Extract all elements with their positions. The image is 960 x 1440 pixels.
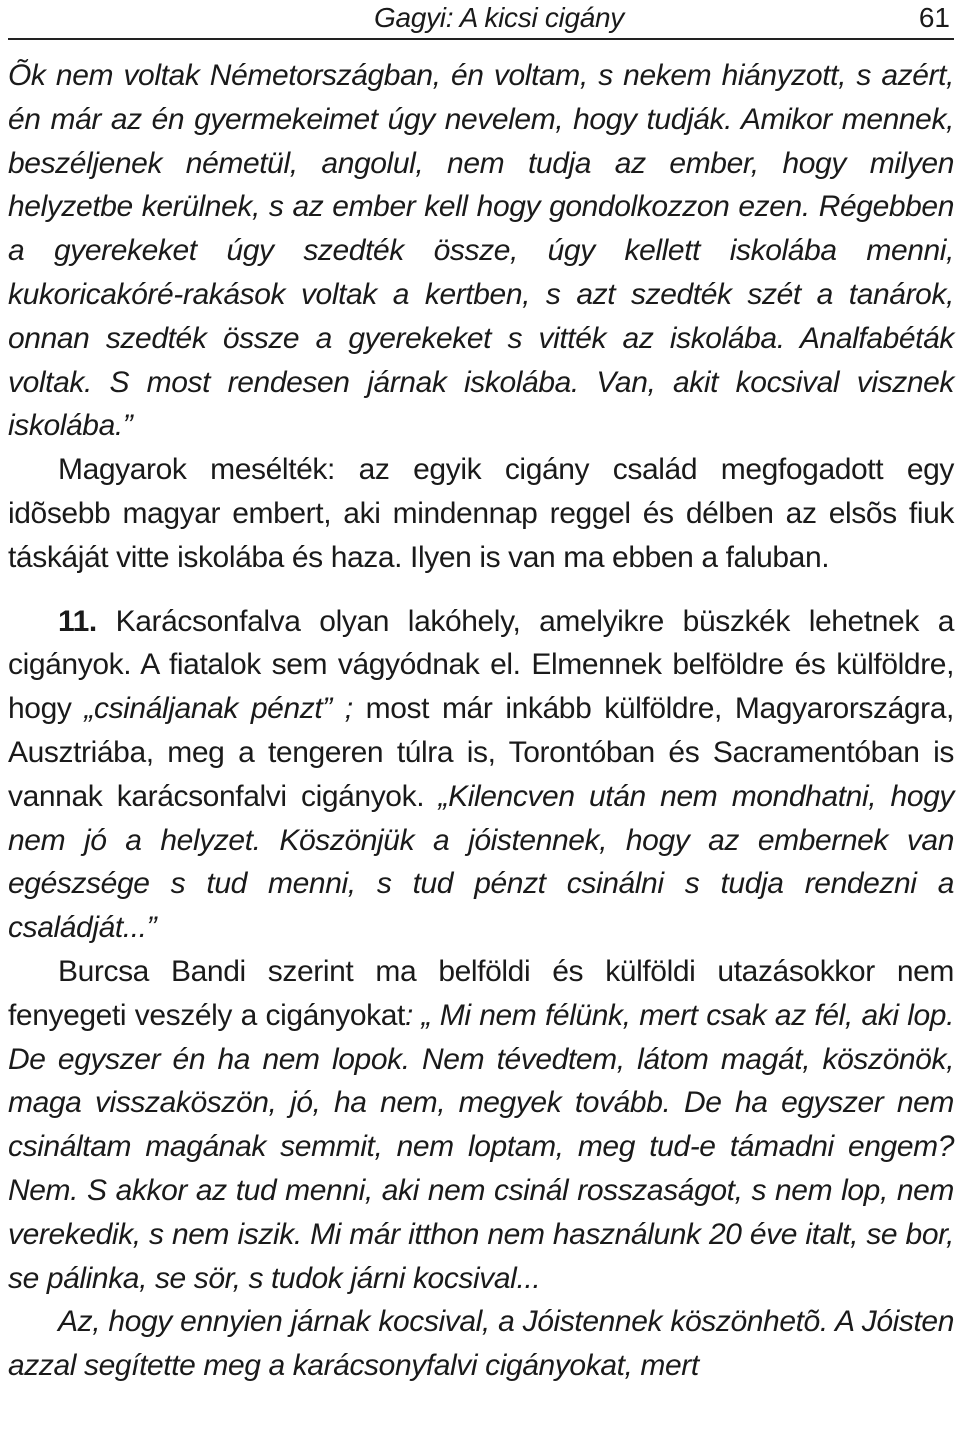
running-head-title: Gagyi: A kicsi cigány — [374, 2, 624, 33]
paragraph-quote-text: Õk nem voltak Németországban, én voltam, s nekem hiányzott, s azért, én már az én gyermekeimet úgy nevelem, hogy tudják. Amikor mennek, beszéljenek németül, angolul, nem tudja az ember, hogy milyen helyzetbe kerülnek, s az ember kell hogy gondolkozzon ezen. Régebben a gyerekeket úgy szedték össze, úgy kellett iskolába menni, kukoricakóré-rakások voltak a kertben, s azt szedték szét a tanárok, onnan szedték össze a gyerekeket s vitték az iskolába. Analfabéták voltak. S most rendesen járnak iskolába. Van, akit kocsival visznek iskolába.” — [8, 59, 954, 443]
page-body — [8, 54, 954, 1388]
section-11-quote-2: „Kilencven után nem mondhatni, hogy nem jó a helyzet. Köszönjük a jóistennek, hogy az embernek van egészsége s tud menni, s tud pénzt csinálni s tudja rendezni a családját...” — [8, 779, 954, 945]
section-11-text-1: Karácsonfalva olyan lakóhely, amelyikre büszkék lehetnek a cigányok. A fiatalok sem vágyódnak el. Elmennek belföldre és külföldre, hogy — [8, 604, 954, 726]
book-page — [8, 0, 954, 1388]
running-head — [8, 0, 954, 40]
paragraph-anecdote-text: Magyarok mesélték: az egyik cigány család megfogadott egy idõsebb magyar embert, aki mindennap reggel és délben az elsõs fiuk táskáját vitte iskolába és haza. Ilyen is van ma ebben a faluban. — [8, 453, 954, 574]
section-number: 11. — [58, 604, 97, 638]
paragraph-quote — [8, 54, 954, 448]
paragraph-closing — [8, 1300, 954, 1388]
paragraph-anecdote — [8, 448, 954, 579]
paragraph-burcsa — [8, 950, 954, 1300]
paragraph-section-11 — [8, 600, 954, 950]
closing-text: Az, hogy ennyien járnak kocsival, a Jóistennek köszönhetõ. A Jóisten azzal segítette meg a karácsonyfalvi cigányokat, mert — [8, 1305, 954, 1383]
page-number: 61 — [918, 2, 950, 33]
burcsa-text: Burcsa Bandi szerint ma belföldi és külföldi utazásokkor nem fenyegeti veszély a cigányokat — [8, 954, 954, 1032]
burcsa-quote: : „ Mi nem félünk, mert csak az fél, aki lop. De egyszer én ha nem lopok. Nem tévedtem, látom magát, köszönök, maga visszaköszön, jó, ha nem, megyek tovább. De ha egyszer nem csináltam magának semmit, nem loptam, meg tud-e támadni engem? Nem. S akkor az tud menni, aki nem csinál rosszaságot, s nem lop, nem verekedik, s nem iszik. Mi már itthon nem használunk 20 éve italt, se bor, se pálinka, se sör, s tudok járni kocsival... — [8, 998, 955, 1295]
section-11-quote-1: „csináljanak pénzt” ; — [84, 692, 353, 726]
section-11-text-2: most már inkább külföldre, Magyarországra, Ausztriába, meg a tengeren túlra is, Torontóban és Sacramentóban is vannak karácsonfalvi cigányok. — [8, 692, 954, 813]
